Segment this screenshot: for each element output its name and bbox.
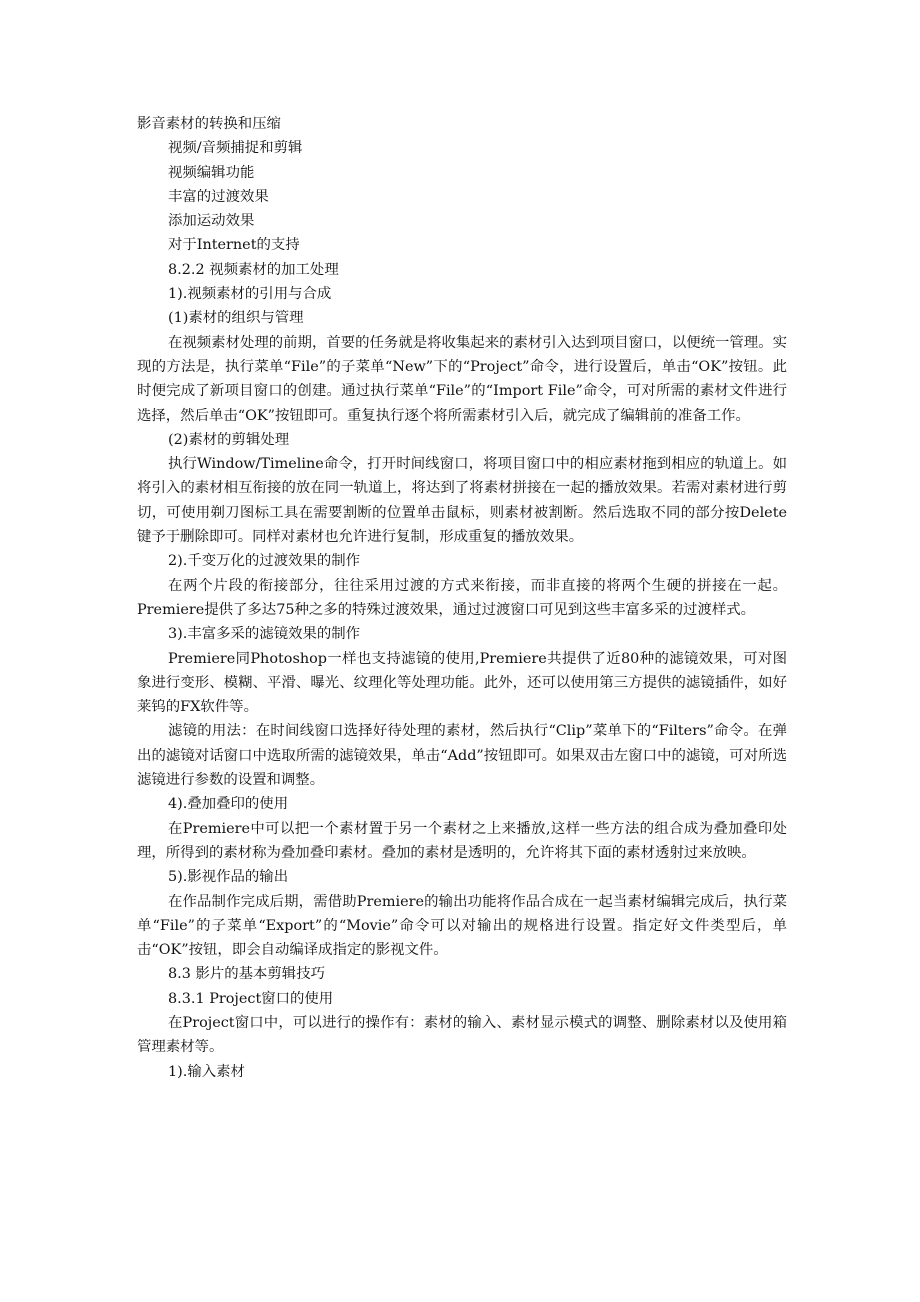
section-heading: 8.2.2 视频素材的加工处理 bbox=[168, 261, 339, 278]
feature-item: 添加运动效果 bbox=[168, 213, 255, 230]
subsection-heading: 3).丰富多采的滤镜效果的制作 bbox=[168, 626, 361, 643]
section-heading: 8.3.1 Project窗口的使用 bbox=[168, 990, 334, 1007]
line-title: 影音素材的转换和压缩 bbox=[137, 116, 281, 132]
feature-item: 视频/音频捕捉和剪辑 bbox=[168, 140, 303, 157]
subsection-heading: 5).影视作品的输出 bbox=[168, 869, 289, 886]
subsection-heading: 1).视频素材的引用与合成 bbox=[168, 286, 332, 303]
feature-item: 丰富的过渡效果 bbox=[168, 188, 269, 205]
paragraph: 在Project窗口中，可以进行的操作有：素材的输入、素材显示模式的调整、删除素材以及使用箱管理素材等。 bbox=[137, 1014, 787, 1056]
subsection-heading: 2).千变万化的过渡效果的制作 bbox=[168, 553, 361, 570]
paragraph: 在视频素材处理的前期，首要的任务就是将收集起来的素材引入达到项目窗口，以便统一管理。实现的方法是，执行菜单“File”的子菜单“New”下的“Project”命令，进行设置后，单击“OK”按钮。此时便完成了新项目窗口的创建。通过执行菜单“File”的“Import File”命令，可对所需的素材文件进行选择，然后单击“OK”按钮即可。重复执行逐个将所需素材引入后，就完成了编辑前的准备工作。 bbox=[137, 334, 787, 424]
paragraph: 在作品制作完成后期，需借助Premiere的输出功能将作品合成在一起当素材编辑完成后，执行菜单“File”的子菜单“Export”的“Movie”命令可以对输出的规格进行设置。指定好文件类型后，单击“OK”按钮，即会自动编译成指定的影视文件。 bbox=[137, 893, 787, 959]
paragraph: 在Premiere中可以把一个素材置于另一个素材之上来播放,这样一些方法的组合成为叠加叠印处理，所得到的素材称为叠加叠印素材。叠加的素材是透明的，允许将其下面的素材透射过来放映。 bbox=[137, 820, 787, 861]
paragraph: 在两个片段的衔接部分，往往采用过渡的方式来衔接，而非直接的将两个生硬的拼接在一起。Premiere提供了多达75种之多的特殊过渡效果，通过过渡窗口可见到这些丰富多采的过渡样式。 bbox=[137, 577, 787, 618]
subsection-heading: 1).输入素材 bbox=[168, 1063, 245, 1080]
subsection-heading: 4).叠加叠印的使用 bbox=[168, 796, 289, 813]
subsection-heading: (2)素材的剪辑处理 bbox=[168, 431, 290, 448]
document-body bbox=[137, 112, 787, 1084]
section-heading: 8.3 影片的基本剪辑技巧 bbox=[168, 966, 325, 983]
paragraph: Premiere同Photoshop一样也支持滤镜的使用,Premiere共提供了近80种的滤镜效果，可对图象进行变形、模糊、平滑、曝光、纹理化等处理功能。此外，还可以使用第三方提供的滤镜插件，如好莱钨的FX软件等。 bbox=[137, 650, 787, 716]
feature-item: 视频编辑功能 bbox=[168, 164, 255, 181]
paragraph: 滤镜的用法：在时间线窗口选择好待处理的素材，然后执行“Clip”菜单下的“Filters”命令。在弹出的滤镜对话窗口中选取所需的滤镜效果，单击“Add”按钮即可。如果双击左窗口中的滤镜，可对所选滤镜进行参数的设置和调整。 bbox=[137, 723, 787, 789]
subsection-heading: (1)素材的组织与管理 bbox=[168, 310, 304, 327]
paragraph: 执行Window/Timeline命令，打开时间线窗口，将项目窗口中的相应素材拖到相应的轨道上。如将引入的素材相互衔接的放在同一轨道上，将达到了将素材拼接在一起的播放效果。若需对素材进行剪切，可使用剃刀图标工具在需要割断的位置单击鼠标，则素材被割断。然后选取不同的部分按Delete键予于删除即可。同样对素材也允许进行复制，形成重复的播放效果。 bbox=[137, 456, 787, 546]
feature-item: 对于Internet的支持 bbox=[168, 237, 300, 254]
